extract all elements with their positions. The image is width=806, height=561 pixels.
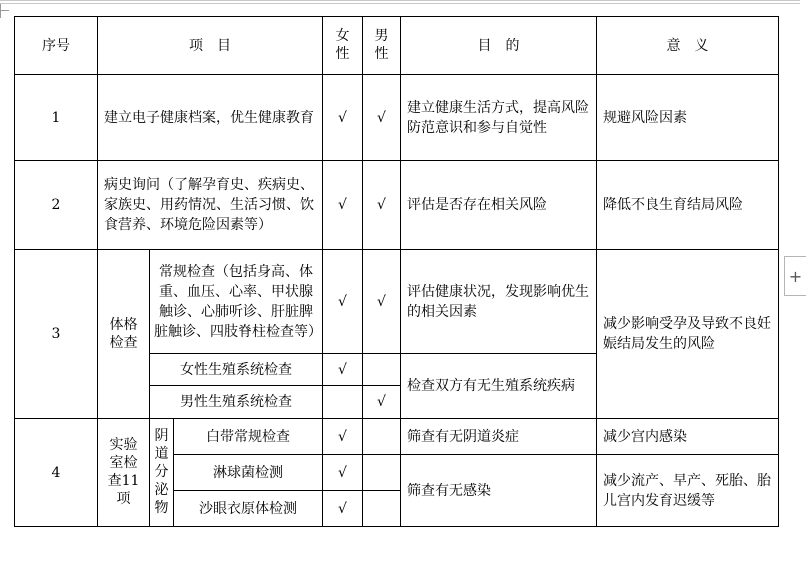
table-row-1 [15,75,779,161]
row1-meaning: 规避风险因素 [597,75,779,161]
row4-leucorrhea-purpose: 筛查有无阴道炎症 [401,419,597,455]
row3-female-repro-male-empty [363,354,401,386]
row3-no: 3 [15,250,98,419]
row2-item: 病史询问（了解孕育史、疾病史、家族史、用药情况、生活习惯、饮食营养、环境危险因素等） [98,161,323,250]
row1-male-check: √ [363,75,401,161]
add-row-button[interactable]: + [784,256,806,296]
row2-purpose: 评估是否存在相关风险 [401,161,597,250]
header-purpose: 目 的 [401,17,597,75]
row3-meaning: 减少影响受孕及导致不良妊娠结局发生的风险 [597,250,779,419]
row4-leucorrhea-female-check: √ [323,419,363,455]
header-meaning: 意 义 [597,17,779,75]
row3-group-physical-exam: 体格检查 [98,250,150,419]
row3-female-reproductive-exam: 女性生殖系统检查 [150,354,323,386]
page-corner-mark [0,4,9,18]
row4-infection-meaning: 减少流产、早产、死胎、胎儿宫内发育迟缓等 [597,455,779,527]
row3-male-reproductive-exam: 男性生殖系统检查 [150,386,323,419]
document-top-border [0,0,800,4]
header-male: 男性 [363,17,401,75]
row3-routine-male-check: √ [363,250,401,354]
row4-subgroup-vaginal-secretion: 阴道分泌物 [150,419,174,527]
row3-routine-purpose: 评估健康状况，发现影响优生的相关因素 [401,250,597,354]
row4-gonococcus-female-check: √ [323,455,363,491]
table-row-2 [15,161,779,250]
header-female: 女性 [323,17,363,75]
header-row [15,17,779,75]
header-item: 项 目 [98,17,323,75]
row3-reproductive-purpose: 检查双方有无生殖系统疾病 [401,354,597,419]
row4-leucorrhea-test: 白带常规检查 [174,419,323,455]
row4-gonococcus-male-empty [363,455,401,491]
checkup-table [14,16,779,527]
row4-chlamydia-male-empty [363,491,401,527]
row2-male-check: √ [363,161,401,250]
row3-male-repro-male-check: √ [363,386,401,419]
row4-leucorrhea-meaning: 减少宫内感染 [597,419,779,455]
row4-chlamydia-female-check: √ [323,491,363,527]
row2-female-check: √ [323,161,363,250]
row3-routine-exam: 常规检查（包括身高、体重、血压、心率、甲状腺触诊、心肺听诊、肝脏脾脏触诊、四肢脊柱检查等） [150,250,323,354]
row1-female-check: √ [323,75,363,161]
row2-meaning: 降低不良生育结局风险 [597,161,779,250]
table-row-3a [15,250,779,354]
row4-infection-purpose: 筛查有无感染 [401,455,597,527]
row4-gonococcus-test: 淋球菌检测 [174,455,323,491]
row4-group-lab-tests: 实验室检查11项 [98,419,150,527]
row1-purpose: 建立健康生活方式，提高风险防范意识和参与自觉性 [401,75,597,161]
row2-no: 2 [15,161,98,250]
row4-no: 4 [15,419,98,527]
header-no: 序号 [15,17,98,75]
row4-chlamydia-test: 沙眼衣原体检测 [174,491,323,527]
row3-male-repro-female-empty [323,386,363,419]
table-row-4a [15,419,779,455]
row3-female-repro-female-check: √ [323,354,363,386]
row1-no: 1 [15,75,98,161]
row3-routine-female-check: √ [323,250,363,354]
row4-leucorrhea-male-empty [363,419,401,455]
row1-item: 建立电子健康档案，优生健康教育 [98,75,323,161]
